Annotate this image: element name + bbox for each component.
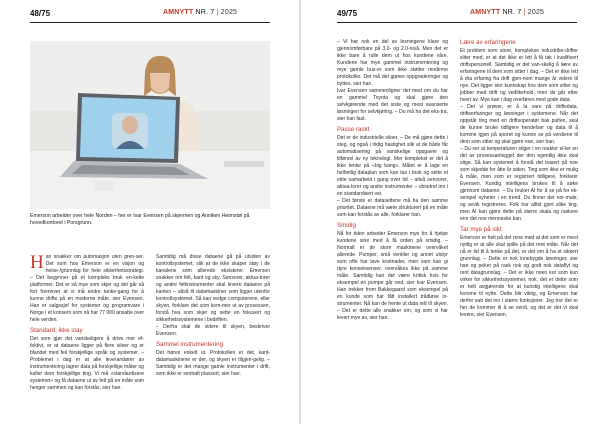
page-number: 49/75: [337, 9, 358, 18]
magazine-brand: AMNYTT: [163, 9, 194, 16]
paragraph: Samtidig må disse dataene gå på utsiden av kontrollsystemet, slik at de ikke skaper støy i de kanalene som allerede eksisterer. Emerson snakker om felt, kant og sky. Sensorer, aktua-torer og andre feltinstrumenter skal levere dataene på kanten – altså til datamaskiner som ligger utenfor kontrollsystemet. Så kan vedge computerene, eller skyen, forklare det som kom-mer ut av prosessen, forstå hva som skjer og sette en fokusert og sikkerhetssystemene i bedriften.: [156, 254, 270, 323]
magazine-issue: NR. 7: [195, 9, 215, 16]
article-column-4: [460, 39, 578, 319]
magazine-year: 2025: [220, 9, 238, 16]
paragraph: Nå for tiden arbeider Emerson mye for å hjelpe kundene sine med å få orden på smidig. – Normalt er de store maskinene overvåket allerede. Pumper, små ventiler og annet utstyr som ofte har lave kostnader, men som kan gi dyre konsekvenser, overvåkes ikke på samme måte. Samtidig kan det være kritisk hvis for eksempel en pumpe går ned, sier Ivar Evensen. Han trekker frem Bakkegaard som eksempel på en kunde som har fått installert trådløse in-strumenter. Nå kan de hente ut data rett til skyen. – Det er dette alle snakker om, og som vi har levert mye av, sier han.: [337, 231, 448, 321]
page-number: 48/75: [30, 9, 51, 18]
paragraph: – Det første er datasettene må ha den samme prioritet. Dataene må være strukturert på en måte som kan forstås av alle, forklarer han.: [337, 198, 448, 218]
page-header: [301, 9, 600, 31]
paragraph: – Det vi prøver, er å la vare på driftsdata, driftserfaringer og løsninger i systemene. Når det oppstår ting med en driftsoperatør bak pulten, skal de kunne bruke tidligere hendelser og data til å komme igjen på sporet og kunne se på verdiene til dem som sitter og skal gjøre noe, sier han.: [460, 104, 578, 145]
magazine-year: 2025: [527, 9, 545, 16]
paragraph: Det er de industrielle siloer. – De må gjøre dette i steg, og også i riktig hastighet slik at de både får automatisering på vanskelige oppgaver og tilførsel av ny teknologi. Mer komplekst er det å ikke tenke på «big bang». Målet er å lage en helhetlig dataplan som kan tas i bruk og sette et ekte samarbeid i gang over tid – altså sensorer, aktua-torer og andre instrumenter – uhindret inn i en standardisert vei.: [337, 135, 448, 197]
paragraph: – Du ser at temperaturen stiger i en reaktor el-ler en del av prosessanlegget der den egentlig ikke skal stige. Så kan systemet å forstå det basert på noe som skjedde for åtte år siden. Ting som ikke er mulig å måle, men som er registrert tidligere, forklarer Evensen. Kundig intelligens brukes til å søke gjennom dataene. – Du bruker AI for å se på for ek-sempel nyheter i en trend. Du finner det nor-male, og avvik registreres. Folk har alltid gjort slike ting, men AI kan gjøre dette på større skala og raskere enn det noe menneske kan.: [460, 146, 578, 222]
article-column-3: [337, 39, 448, 322]
magazine-brand: AMNYTT: [470, 9, 501, 16]
paragraph: – Derfra skal de videre til skyen, beskriver Evensen.: [156, 324, 270, 337]
header-rule: [337, 22, 577, 23]
page-header: [0, 9, 299, 31]
subheading: Sammel instrumentering: [156, 341, 224, 348]
subheading: Passe raskt: [337, 126, 370, 133]
subheading: Lære av erfaringene: [460, 39, 516, 46]
subheading: Tar mye på sikt: [460, 226, 502, 233]
photo-caption: Emerson arbeider over hele Norden – her er Ivar Evensen på skjermen og Anniken Heimstøl på hovedkontoret i Porsgrunn.: [30, 213, 250, 226]
drop-cap: H: [30, 252, 44, 273]
paragraph: Emerson er helt på det rene med at det som er mest nyttig er at alle skal spille på det rent måte. Når det nå er tid til å tenke på det, er det om å ha et sikkert grunnlag. – Dette er nok innebygde løsninger, sier han og peker på rask nok og godt nok dataflyt og rent datagrunnlag. – Det er ikke noen kur som kun virker for sikkerhetssystemer, nok, det er dette som er helt avgjørende for at kunstig intelligens skal komme til nytte. Dette blir viktig, og Emerson har derfor satt det inn i større funksjoner. Jeg tror det er her de kommer til å se verdi, og det er det vi skal levere, sier Evensen.: [460, 235, 578, 318]
article-column-1: [30, 254, 144, 392]
subheading: Smidig: [337, 222, 356, 229]
subheading: Standard, ikke stay: [30, 327, 83, 334]
lead-paragraph: [30, 254, 144, 324]
article-photo: [30, 41, 270, 209]
lead-text: an snakker om automasjon uten gren-ser. Det som hos Emerson er en visjon og helse-/grunnlag for hele sikkerhetsstrategi. – Det begynner på et kompleks bruk en-kelte platformer. Det er så mye som skjer og det går så fort fremover at vi må endre tanke-gang for å kunne drifte på en moderne måte, sier Evensen. Han er salgssjef for systemer og programvare i Norge i et konsern som nå har 77 000 ansatte over hele verden.: [30, 254, 144, 323]
article-column-2: [156, 254, 270, 378]
magazine-issue: NR. 7: [502, 9, 522, 16]
left-page: [0, 0, 299, 424]
paragraph: Det som gjør det vanskeligere å drive mer ef-fektivt, er at dataene ligger på flere siloer og er blandet med feil forskjellige språk og systemer. – Problemet i dag er at alle leverandører av instrumentering lagrer data på forskjellige måter og kaller dem forskjellige ting. Vi må «standardisere systemet» og få dataene ut av felt på en måte som henger sammen og kan forstås, sier han.: [30, 336, 144, 391]
paragraph: Det høres enkelt ut. Protokollen er det, kant-datamaskinene er der, og skyen er tilgjen-gelig. – Samtidig er det mange gamle instrumenter i drift, som ikke er sentralt plassert, sier han.: [156, 350, 270, 377]
magazine-header: AMNYTT NR. 7 | 2025: [163, 9, 238, 16]
right-page: [301, 0, 600, 424]
magazine-header: AMNYTT NR. 7 | 2025: [470, 9, 545, 16]
paragraph: – Vi har nok en del av lesningene klare og gjennomførbare på 3.0- og 2.0-nivå. Men det er ikke bare å rulle dem ut hos kundene våre. Kundene har mye gammel instrumentering og mye gamle bus-er som ikke støtter moderne protokoller. Det må det gjøres oppgraderinger og byttes, sier han.: [337, 39, 448, 87]
paragraph: Et problem som store, komplekse industribe-drifter sliter med, er at det ikke er lett å få tak i kvalifisert driftspersonell. Samtidig er det van-skelig å lære av erfaringene til dem som sitter i dag. – Det er ikke lett å dra erfaring fra drift gjen-nom mange år videre til nye. Det ligger stor kunnskap hos dem som sitter og jobber med drift og vedlikehold, men de går etter hvert av. Mye kan i dag overføres med gode data.: [460, 48, 578, 103]
photo-illustration: [30, 41, 270, 209]
header-rule: [30, 22, 270, 23]
paragraph: Ivar Evensen sammenligner det med om du har en gammel Toyota og skal gjøre den selvkjørende med det siste og mest avanserte løsningen for selvkjøring. – Du må ha det eks-tra, sier han fast.: [337, 88, 448, 122]
